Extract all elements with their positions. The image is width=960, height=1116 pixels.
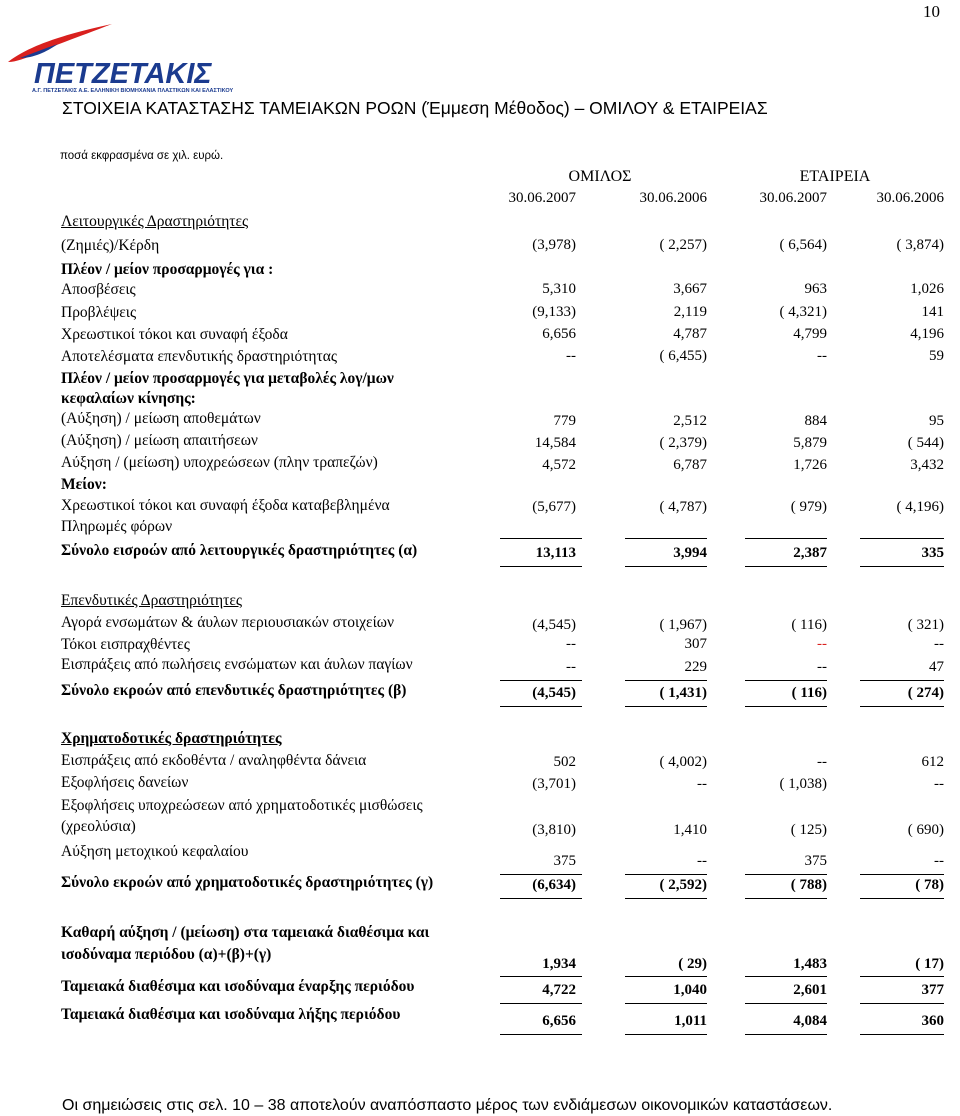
cell: 6,656 (542, 1013, 576, 1029)
row-label: ισοδύναμα περιόδου (α)+(β)+(γ) (61, 946, 272, 963)
cell: 4,196 (910, 326, 944, 342)
date-header-company-2006: 30.06.2006 (876, 190, 944, 206)
table-row (0, 370, 960, 392)
cell: 3,667 (673, 281, 707, 297)
rule (625, 566, 707, 567)
row-label: Πλέον / μείον προσαρμογές για μεταβολές λογ/μων (61, 370, 394, 387)
closing-cash-row (0, 1006, 960, 1028)
table-row (0, 518, 960, 540)
cell: 1,726 (793, 457, 827, 473)
table-row (0, 281, 960, 303)
table-row (0, 656, 960, 678)
section-investing (0, 592, 960, 614)
cell: ( 4,787) (659, 499, 707, 515)
rule (625, 898, 707, 899)
cell: -- (697, 776, 707, 792)
row-label: Αύξηση μετοχικού κεφαλαίου (61, 843, 249, 860)
cell: 59 (929, 348, 944, 364)
cell: 612 (921, 754, 944, 770)
cell: -- (817, 659, 827, 675)
cell: 1,410 (673, 822, 707, 838)
row-label: Αποτελέσματα επενδυτικής δραστηριότητας (61, 348, 338, 365)
cell: 4,787 (673, 326, 707, 342)
row-label: Μείον: (61, 476, 107, 493)
rule (625, 1003, 707, 1004)
cell: (4,545) (532, 617, 576, 633)
cell: ( 4,321) (779, 304, 827, 320)
cell: ( 116) (791, 685, 827, 701)
rule (745, 706, 827, 707)
cell: 141 (921, 304, 944, 320)
rule (500, 976, 582, 977)
row-label: Εξοφλήσεις δανείων (61, 774, 189, 791)
total-row-investing (0, 682, 960, 704)
table-row (0, 432, 960, 454)
cell: (3,978) (532, 237, 576, 253)
cell: 307 (684, 636, 707, 652)
rule (500, 680, 582, 681)
table-row (0, 261, 960, 283)
cell: 335 (921, 545, 944, 561)
rule (745, 1034, 827, 1035)
rule (500, 898, 582, 899)
cell: ( 78) (915, 877, 944, 893)
rule (500, 1003, 582, 1004)
rule (860, 898, 944, 899)
rule (500, 538, 582, 539)
cell: (6,634) (532, 877, 576, 893)
cell: -- (934, 636, 944, 652)
rule (500, 1034, 582, 1035)
rule (860, 566, 944, 567)
table-row (0, 614, 960, 636)
row-label: (Αύξηση) / μείωση απαιτήσεων (61, 432, 258, 449)
rule (745, 976, 827, 977)
table-row (0, 843, 960, 869)
row-label: Πλέον / μείον προσαρμογές για : (61, 261, 274, 278)
rule (860, 1003, 944, 1004)
table-row (0, 924, 960, 946)
cell: 360 (921, 1013, 944, 1029)
row-label: κεφαλαίων κίνησης: (61, 390, 196, 407)
rule (860, 680, 944, 681)
cell: (3,810) (532, 822, 576, 838)
cell: 1,040 (673, 982, 707, 998)
row-label: Λειτουργικές Δραστηριότητες (61, 213, 249, 230)
cell: 6,656 (542, 326, 576, 342)
cell: 2,119 (673, 304, 707, 320)
row-label: (Ζημιές)/Κέρδη (61, 237, 160, 254)
date-header-company-2007: 30.06.2007 (759, 190, 827, 206)
cell: 502 (553, 754, 576, 770)
row-label: Επενδυτικές Δραστηριότητες (61, 592, 243, 609)
cell: 2,512 (673, 413, 707, 429)
table-row (0, 348, 960, 370)
row-label: Αγορά ενσωμάτων & άυλων περιουσιακών στοιχείων (61, 614, 394, 631)
cell: ( 321) (907, 617, 944, 633)
group-header: ΟΜΙΛΟΣ (568, 168, 632, 185)
rule (500, 706, 582, 707)
date-header-group-2007: 30.06.2007 (508, 190, 576, 206)
cell: ( 4,196) (896, 499, 944, 515)
row-label: Προβλέψεις (61, 304, 137, 321)
cell: 884 (804, 413, 827, 429)
row-label: Αποσβέσεις (61, 281, 136, 298)
row-label: Σύνολο εκροών από χρηματοδοτικές δραστηριότητες (γ) (61, 874, 434, 891)
cell: 4,084 (793, 1013, 827, 1029)
company-logo-subtitle: Α.Γ. ΠΕΤΖΕΤΑΚΙΣ Α.Ε. ΕΛΛΗΝΙΚΗ ΒΙΟΜΗΧΑΝΙΑ ΠΛΑΣΤΙΚΩΝ ΚΑΙ ΕΛΑΣΤΙΚΟΥ (32, 88, 234, 94)
row-label: Εξοφλήσεις υποχρεώσεων από χρηματοδοτικές μισθώσεις (61, 797, 423, 814)
cell: 779 (553, 413, 576, 429)
cell: ( 1,038) (779, 776, 827, 792)
row-label: Ταμειακά διαθέσιμα και ισοδύναμα λήξης περιόδου (61, 1006, 401, 1023)
cell: 5,879 (793, 435, 827, 451)
cell: -- (817, 348, 827, 364)
cell: 377 (921, 982, 944, 998)
cell: (9,133) (532, 304, 576, 320)
cell: 2,601 (793, 982, 827, 998)
rule (625, 1034, 707, 1035)
cell: ( 4,002) (659, 754, 707, 770)
table-row (0, 237, 960, 259)
rule (860, 538, 944, 539)
row-label: Χρηματοδοτικές δραστηριότητες (61, 730, 282, 747)
cell: 1,934 (542, 956, 576, 972)
cell: 1,011 (674, 1013, 707, 1029)
row-label: Πληρωμές φόρων (61, 518, 173, 535)
table-row (0, 454, 960, 476)
cell: (3,701) (532, 776, 576, 792)
footer-note: Οι σημειώσεις στις σελ. 10 – 38 αποτελούν αναπόσπαστο μέρος των ενδιάμεσων οικονομικών καταστάσεων. (62, 1097, 833, 1114)
cell: 229 (684, 659, 707, 675)
cell: ( 3,874) (896, 237, 944, 253)
cell: -- (566, 659, 576, 675)
row-label: Τόκοι εισπραχθέντες (61, 636, 190, 653)
cell: -- (817, 754, 827, 770)
row-label: Ταμειακά διαθέσιμα και ισοδύναμα έναρξης περιόδου (61, 978, 415, 995)
cell: -- (566, 636, 576, 652)
cell: 1,026 (910, 281, 944, 297)
page-title: ΣΤΟΙΧΕΙΑ ΚΑΤΑΣΤΑΣΗΣ ΤΑΜΕΙΑΚΩΝ ΡΟΩΝ (Έμμεση Μέθοδος) – ΟΜΙΛΟΥ & ΕΤΑΙΡΕΙΑΣ (62, 98, 768, 118)
cell: 375 (804, 853, 827, 869)
row-label: Χρεωστικοί τόκοι και συναφή έξοδα (61, 326, 288, 343)
row-label: Καθαρή αύξηση / (μείωση) στα ταμειακά διαθέσιμα και (61, 924, 430, 941)
rule (625, 538, 707, 539)
cell: ( 29) (678, 956, 707, 972)
cell: 3,994 (673, 545, 707, 561)
cell: ( 17) (915, 956, 944, 972)
cell: ( 6,564) (779, 237, 827, 253)
cell: -- (817, 636, 827, 652)
cell: (5,677) (532, 499, 576, 515)
rule (625, 706, 707, 707)
rule (860, 706, 944, 707)
cell: ( 125) (790, 822, 827, 838)
row-label: Σύνολο εισροών από λειτουργικές δραστηριότητες (α) (61, 542, 418, 559)
cell: 47 (929, 659, 944, 675)
table-row (0, 774, 960, 796)
table-row (0, 752, 960, 774)
row-label: (Αύξηση) / μείωση αποθεμάτων (61, 410, 261, 427)
row-label: (χρεολύσια) (61, 818, 136, 835)
rule (745, 566, 827, 567)
cell: 375 (553, 853, 576, 869)
cell: 95 (929, 413, 944, 429)
cell: (4,545) (532, 685, 576, 701)
rule (500, 566, 582, 567)
table-row (0, 476, 960, 498)
table-row (0, 818, 960, 840)
cell: ( 1,967) (659, 617, 707, 633)
cell: ( 788) (790, 877, 827, 893)
cell: 6,787 (673, 457, 707, 473)
cell: 4,722 (542, 982, 576, 998)
cell: 2,387 (793, 545, 827, 561)
table-row (0, 636, 960, 658)
rule (625, 680, 707, 681)
cell: 963 (804, 281, 827, 297)
date-header-group-2006: 30.06.2006 (639, 190, 707, 206)
table-row (0, 797, 960, 819)
row-label: Αύξηση / (μείωση) υποχρεώσεων (πλην τραπεζών) (61, 454, 378, 471)
table-row (0, 326, 960, 348)
cell: ( 1,431) (659, 685, 707, 701)
cell: 1,483 (793, 956, 827, 972)
company-logo: ΠΕΤΖΕΤΑΚΙΣ (34, 58, 212, 90)
cell: ( 2,379) (659, 435, 707, 451)
page-number: 10 (923, 2, 940, 21)
cell: ( 116) (791, 617, 827, 633)
cell: -- (934, 853, 944, 869)
cell: 4,572 (542, 457, 576, 473)
table-row (0, 497, 960, 519)
rule (860, 976, 944, 977)
total-row-operating (0, 542, 960, 564)
cell: ( 6,455) (659, 348, 707, 364)
row-label: Εισπράξεις από πωλήσεις ενσώματων και άυλων παγίων (61, 656, 413, 673)
cell: -- (566, 348, 576, 364)
table-row (0, 390, 960, 412)
row-label: Εισπράξεις από εκδοθέντα / αναληφθέντα δάνεια (61, 752, 367, 769)
net-change-row (0, 946, 960, 972)
rule (745, 680, 827, 681)
cell: 5,310 (542, 281, 576, 297)
rule (625, 976, 707, 977)
cell: ( 2,257) (659, 237, 707, 253)
cell: ( 274) (907, 685, 944, 701)
opening-cash-row (0, 978, 960, 1000)
cell: ( 2,592) (659, 877, 707, 893)
company-header: ΕΤΑΙΡΕΙΑ (799, 168, 871, 185)
rule (745, 1003, 827, 1004)
cell: ( 979) (790, 499, 827, 515)
rule (860, 1034, 944, 1035)
table-row (0, 410, 960, 432)
row-label: Χρεωστικοί τόκοι και συναφή έξοδα καταβεβλημένα (61, 497, 390, 514)
section-operating (0, 213, 960, 235)
row-label: Σύνολο εκροών από επενδυτικές δραστηριότητες (β) (61, 682, 407, 699)
table-row (0, 304, 960, 326)
cell: -- (934, 776, 944, 792)
cell: 3,432 (910, 457, 944, 473)
rule (745, 538, 827, 539)
cell: 13,113 (535, 545, 576, 561)
cell: 4,799 (793, 326, 827, 342)
cell: -- (697, 853, 707, 869)
rule (745, 898, 827, 899)
cell: ( 690) (907, 822, 944, 838)
total-row-financing (0, 874, 960, 896)
units-note: ποσά εκφρασμένα σε χιλ. ευρώ. (60, 150, 224, 162)
section-financing (0, 730, 960, 752)
cell: ( 544) (907, 435, 944, 451)
cell: 14,584 (534, 435, 576, 451)
